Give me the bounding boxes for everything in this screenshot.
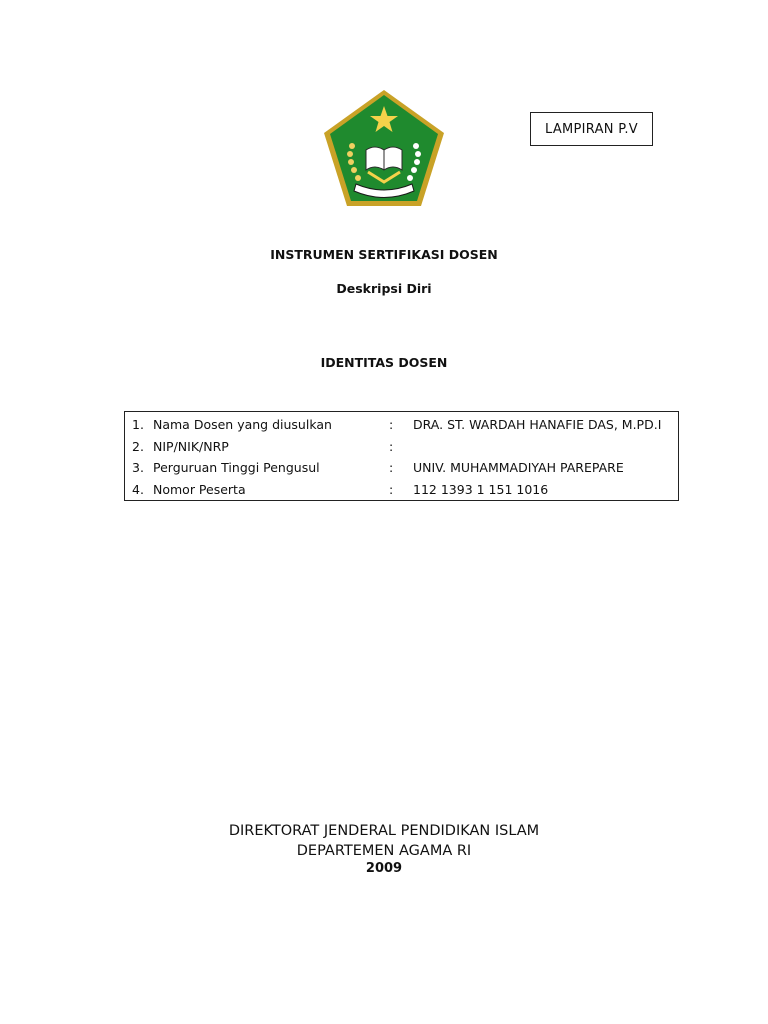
row-label: Nomor Peserta [153,481,246,497]
table-row [125,437,678,459]
table-row [125,415,678,437]
row-separator: : [389,460,394,475]
row-label: Nama Dosen yang diusulkan [153,417,332,432]
row-number: 1. [132,417,144,432]
row-number: 4. [132,481,144,497]
row-value: 112 1393 1 151 1016 [413,481,549,497]
row-label: NIP/NIK/NRP [153,438,229,454]
row-number: 3. [132,460,144,475]
row-value: UNIV. MUHAMMADIYAH PAREPARE [413,460,624,475]
row-value: DRA. ST. WARDAH HANAFIE DAS, M.PD.I [413,417,662,432]
section-heading: IDENTITAS DOSEN [320,355,448,370]
table-row [125,458,678,480]
row-number: 2. [132,438,144,454]
document-subtitle: Deskripsi Diri [336,281,432,296]
identity-table [124,411,679,501]
row-separator: : [389,481,394,497]
row-separator: : [389,438,394,454]
row-separator: : [389,417,394,432]
lampiran-text: LAMPIRAN P.V [544,121,639,137]
table-row [125,480,678,502]
document-title: INSTRUMEN SERTIFIKASI DOSEN [270,247,498,262]
lampiran-label [530,112,653,146]
footer-directorate: DIREKTORAT JENDERAL PENDIDIKAN ISLAM [228,823,540,839]
ministry-emblem-icon [322,88,446,210]
footer-year: 2009 [365,861,403,876]
footer-department: DEPARTEMEN AGAMA RI [296,843,472,859]
row-label: Perguruan Tinggi Pengusul [153,460,320,475]
